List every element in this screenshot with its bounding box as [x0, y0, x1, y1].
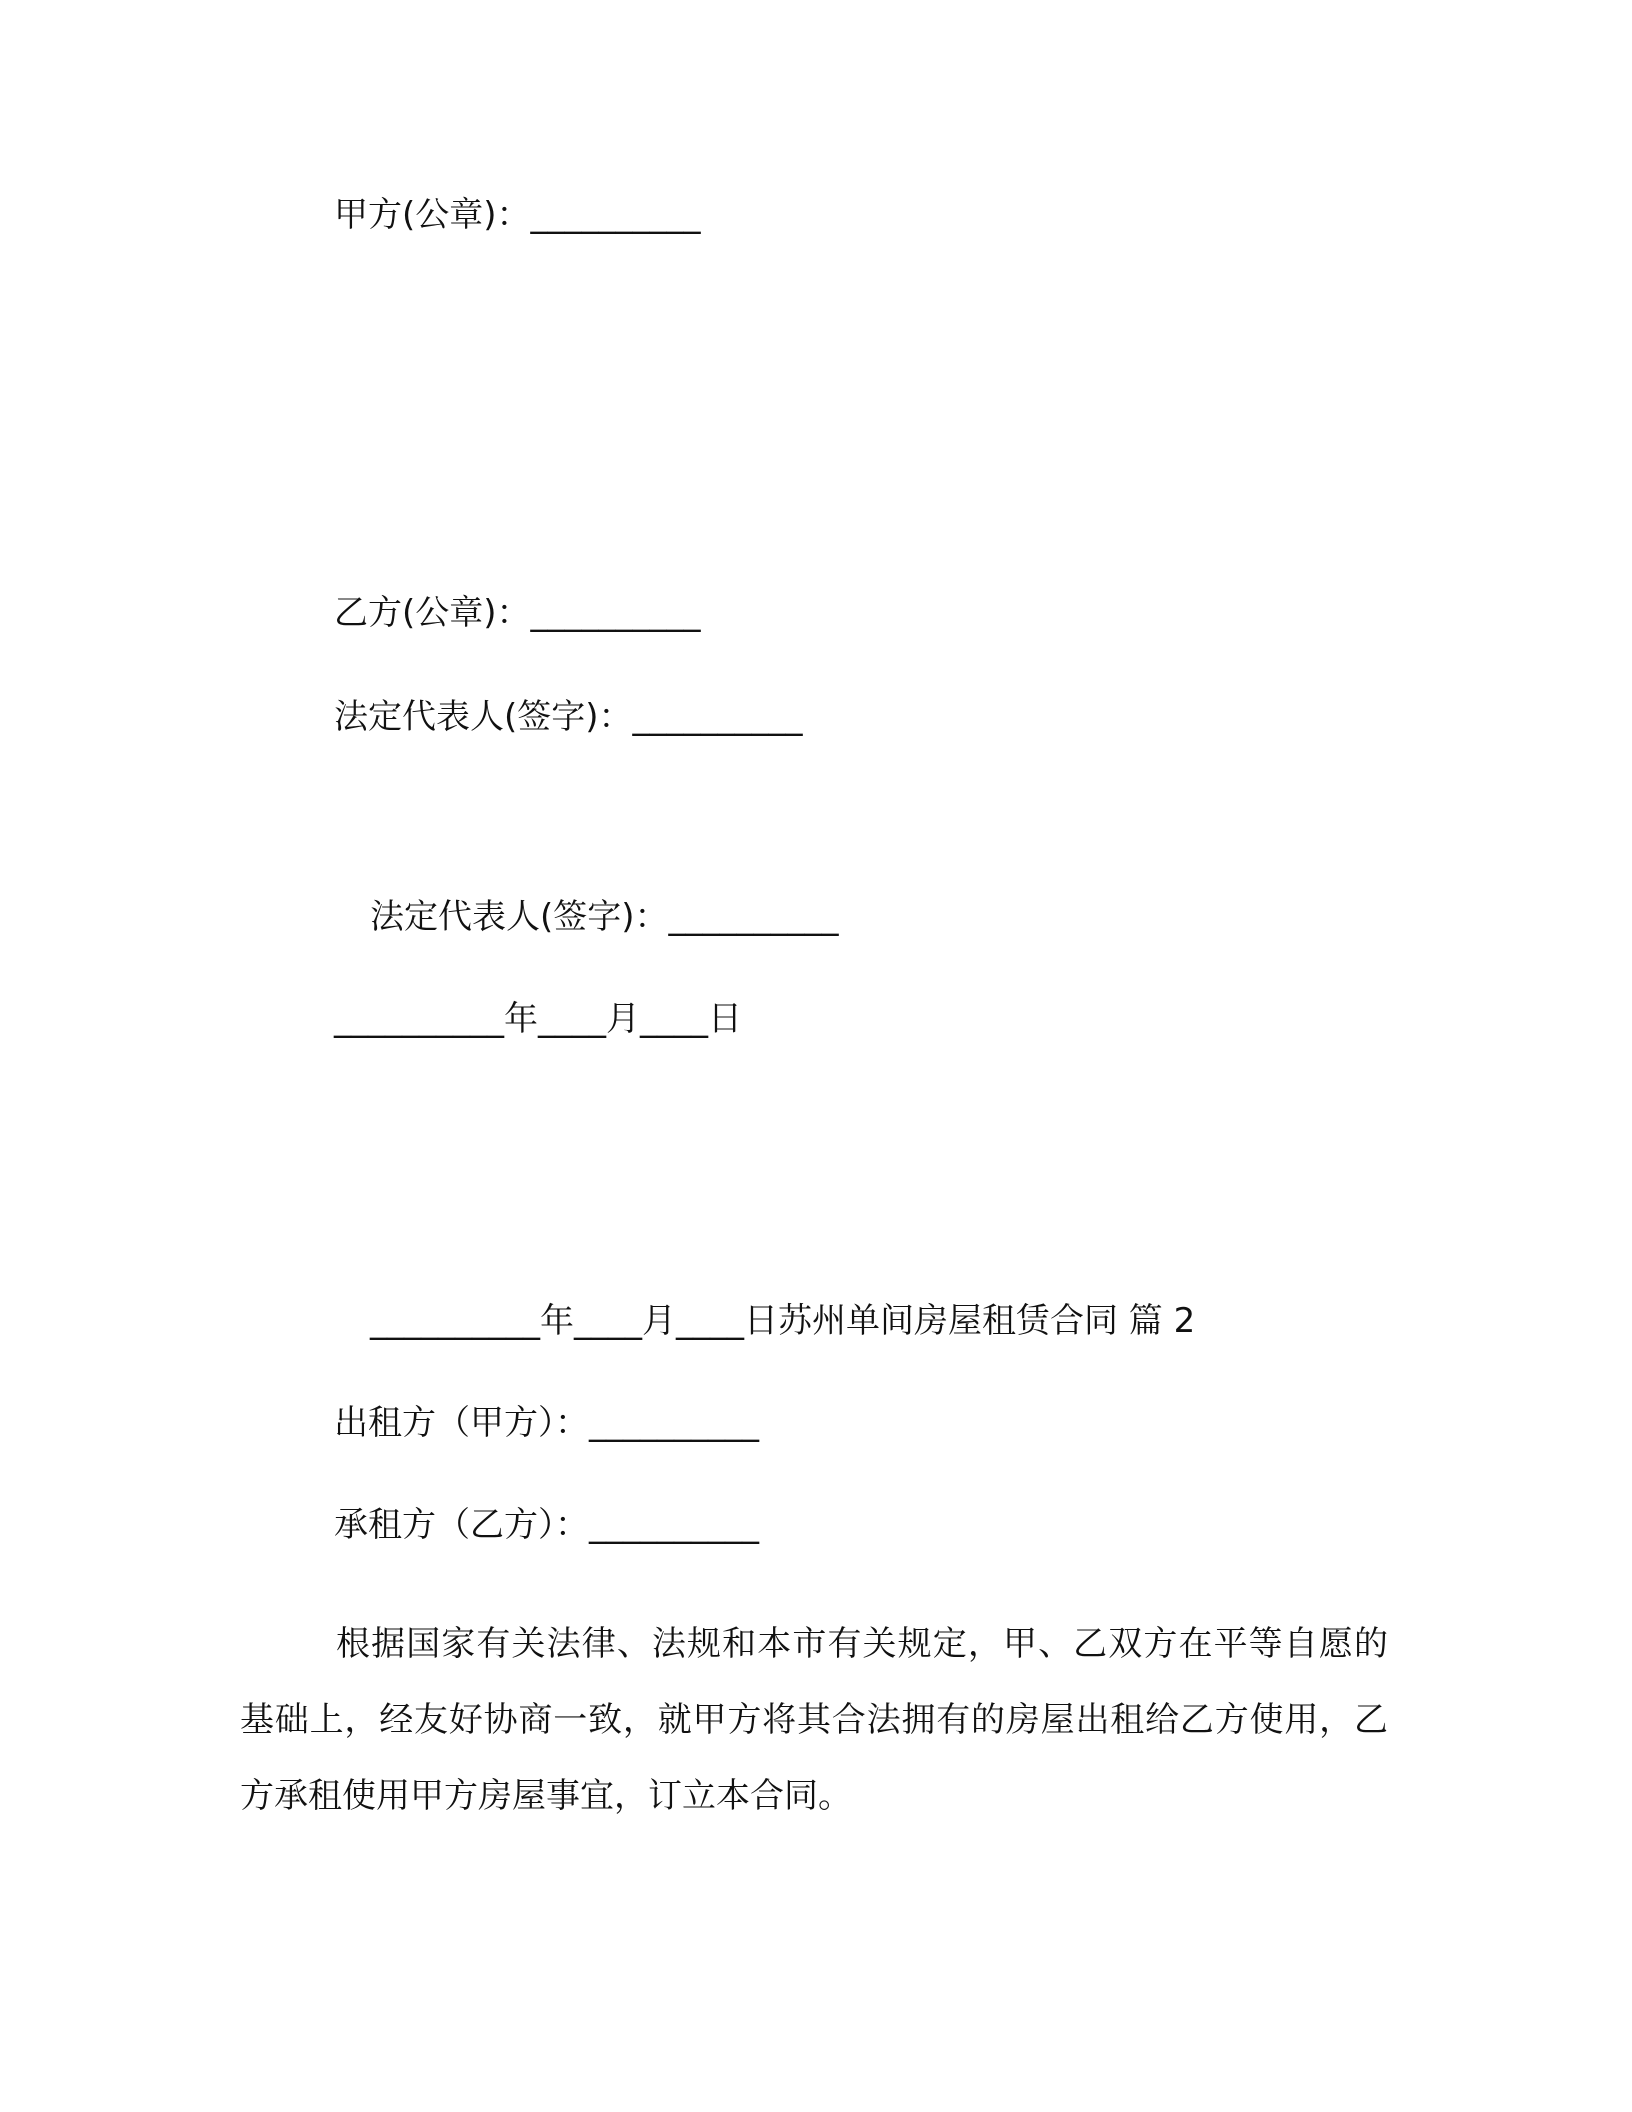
legal-representative-line-1: 法定代表人(签字)：__________	[334, 697, 803, 737]
party-a-seal-line: 甲方(公章)：__________	[334, 195, 701, 235]
party-b-seal-line: 乙方(公章)：__________	[334, 593, 701, 633]
signature-date-line: __________年____月____日	[334, 999, 742, 1039]
lessee-line: 承租方（乙方）：__________	[334, 1505, 759, 1545]
lessor-line: 出租方（甲方）：__________	[334, 1403, 759, 1443]
preamble-paragraph: 根据国家有关法律、法规和本市有关规定，甲、乙双方在平等自愿的基础上，经友好协商一致，就甲方将其合法拥有的房屋出租给乙方使用，乙方承租使用甲方房屋事宜，订立本合同。	[240, 1624, 1388, 1816]
section-heading: __________年____月____日苏州单间房屋租赁合同 篇 2	[370, 1301, 1196, 1341]
legal-representative-line-2: 法定代表人(签字)：__________	[370, 897, 839, 937]
